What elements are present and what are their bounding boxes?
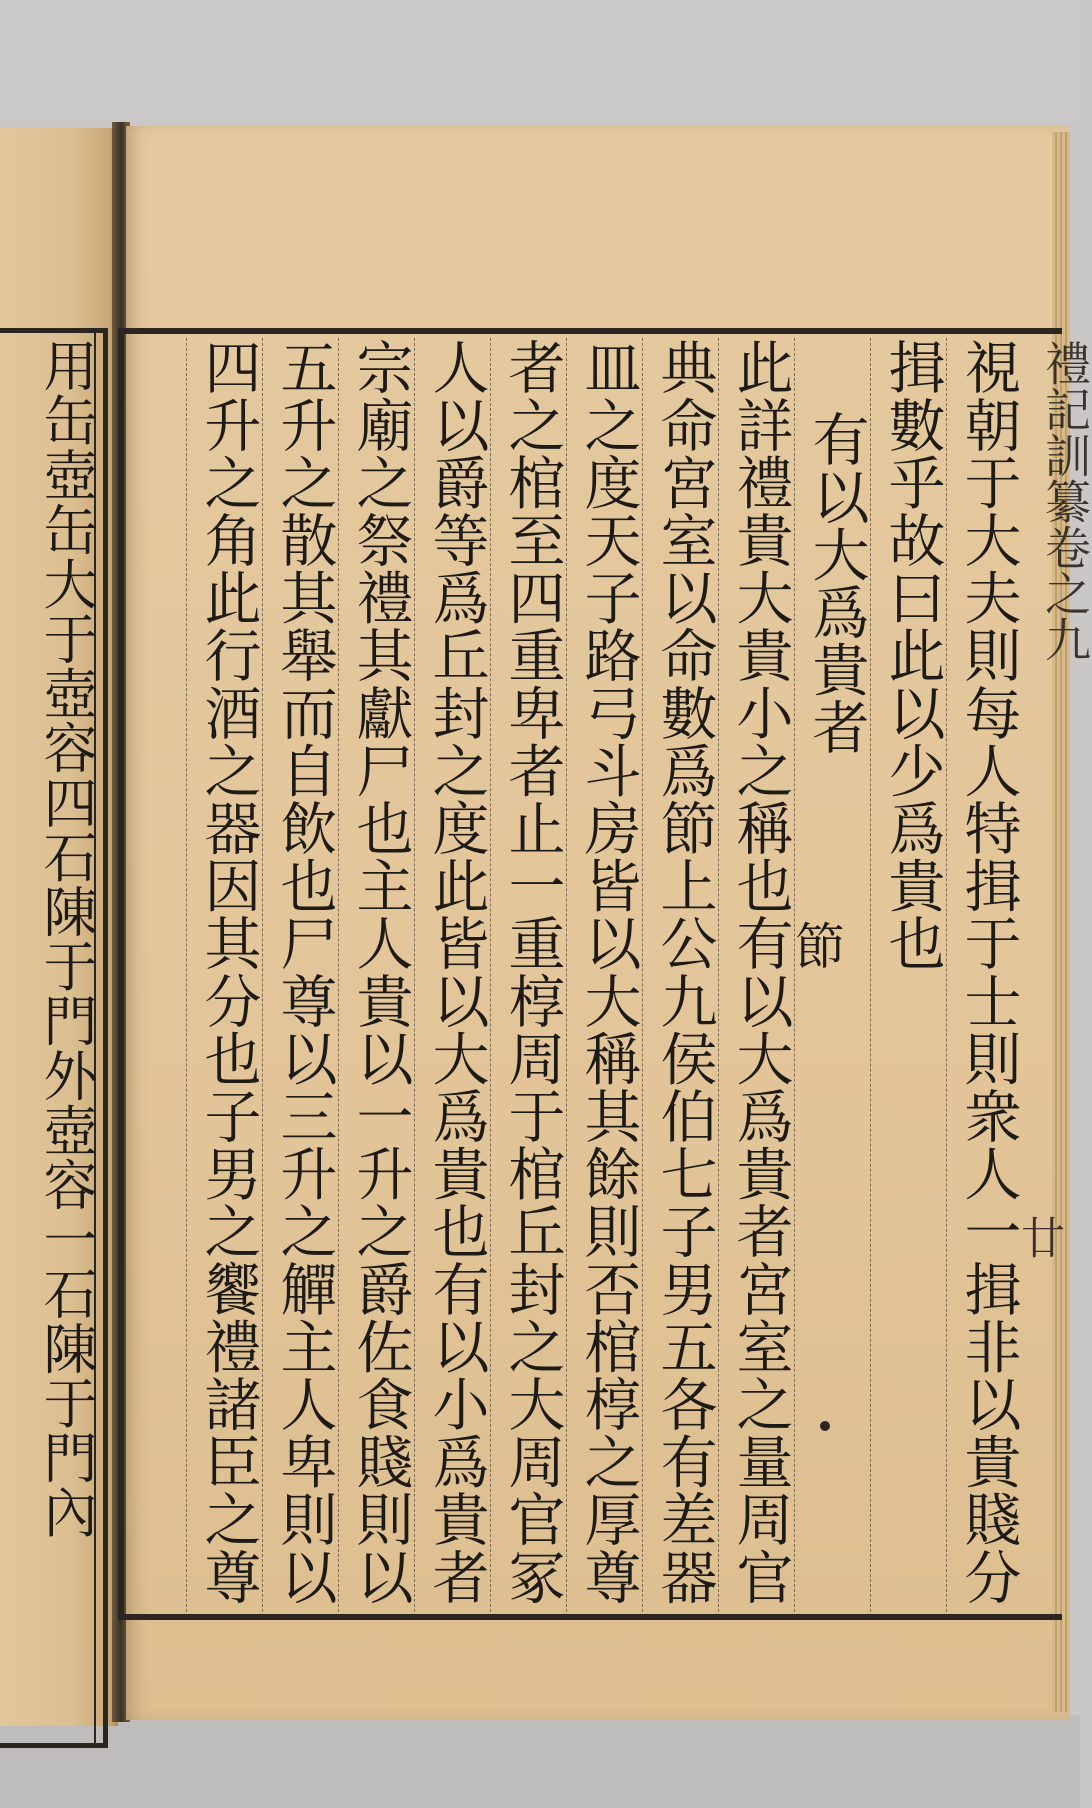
column-rule [262,338,263,1612]
text-column-11: 四升之角此行酒之器因其分也子男之饗禮諸臣之尊 [195,338,261,1606]
margin-title: 禮記訓纂卷之九 [1038,340,1092,662]
left-page-text-column: 用缶壺缶大于壺容四石陳于門外壺容一石陳于門內 [35,338,98,1540]
column-rule [414,338,415,1612]
column-rule [490,338,491,1612]
text-column-2: 揖數乎故曰此以少爲貴也 [879,338,945,972]
column-rule [794,338,795,1612]
column-rule [186,338,187,1612]
column-rule [718,338,719,1612]
folio-number: 廿 [1013,1215,1064,1259]
text-column-7: 者之棺至四重卑者止一重椁周于棺丘封之大周官冢 [499,338,565,1606]
text-column-4: 此詳禮貴大貴小之稱也有以大爲貴者宮室之量周官 [727,338,793,1606]
text-column-6: 皿之度天子路弓斗房皆以大稱其餘則否棺椁之厚尊 [575,338,641,1606]
text-column-1: 視朝于大夫則每人特揖于士則衆人一揖非以貴賤分 [955,338,1021,1606]
text-column-5: 典命宮室以命數爲節上公九侯伯七子男五各有差器 [651,338,717,1606]
text-column-10: 五升之散其舉而自飲也尸尊以三升之觶主人卑則以 [271,338,337,1606]
text-column-9: 宗廟之祭禮其獻尸也主人貴以一升之爵佐食賤則以 [347,338,413,1606]
column-rule [642,338,643,1612]
column-rule [946,338,947,1612]
column-rule [566,338,567,1612]
scan-background-bottom [0,1715,1080,1808]
section-label: 節 [787,920,845,970]
ink-dot [820,1421,830,1431]
scan-background-top [0,0,1080,120]
column-rule [338,338,339,1612]
text-column-3: 有以大爲貴者 [803,410,869,756]
text-column-8: 人以爵等爲丘封之度此皆以大爲貴也有以小爲貴者 [423,338,489,1606]
column-rule [870,338,871,1612]
